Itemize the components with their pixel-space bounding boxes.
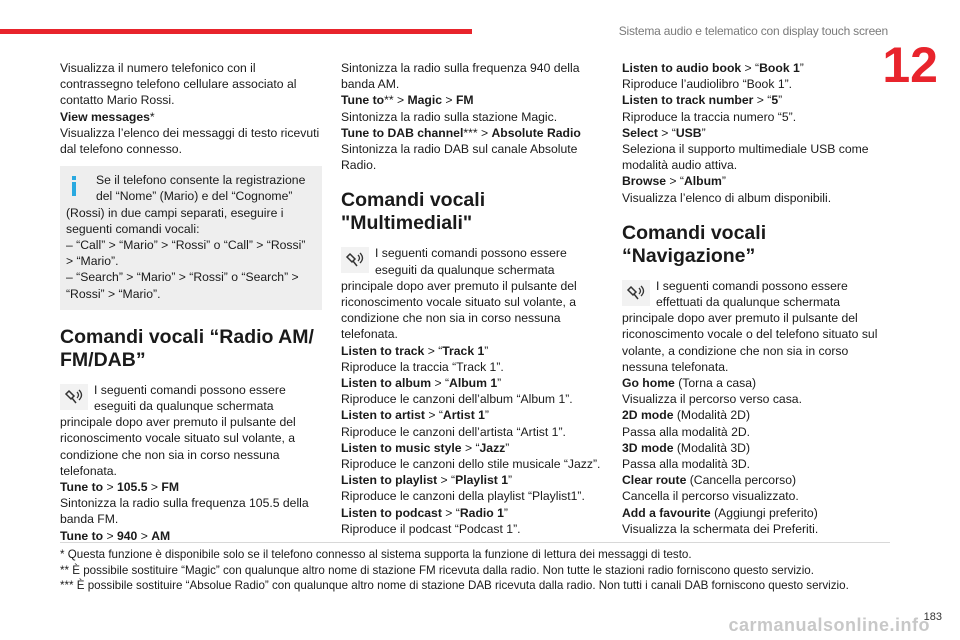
command-select: Select > “USB” bbox=[622, 125, 706, 140]
footnotes bbox=[60, 542, 890, 594]
command-3d-mode: 3D mode (Modalità 3D) bbox=[622, 440, 751, 455]
section-title: Sistema audio e telematico con display touch screen bbox=[618, 24, 888, 38]
command-go-home-desc: Visualizza il percorso verso casa. bbox=[622, 392, 802, 407]
voice-intro-block bbox=[341, 245, 603, 342]
command-style-desc: Riproduce le canzoni dello stile musicale “Jazz”. bbox=[341, 457, 601, 472]
command-tune-am-desc: Sintonizza la radio sulla frequenza 940 della banda AM. bbox=[341, 61, 580, 92]
command-browse: Browse > “Album” bbox=[622, 174, 726, 189]
footnote-3: *** È possibile sostituire “Absolue Radio” con qualunque altro nome di stazione DAB ricevuta dalla radio. Non tutti i canali DAB forniscono questo servizio. bbox=[60, 579, 849, 593]
command-track: Listen to track > “Track 1” bbox=[341, 343, 489, 358]
info-icon bbox=[66, 175, 88, 197]
paragraph-intro: Visualizza il numero telefonico con il contrassegno telefono cellulare associato al contatto Mario Rossi. bbox=[60, 61, 297, 108]
watermark: carmanualsonline.info bbox=[728, 615, 930, 635]
command-artist: Listen to artist > “Artist 1” bbox=[341, 408, 489, 423]
command-tune-am: Tune to > 940 > AM bbox=[60, 528, 171, 543]
command-audiobook: Listen to audio book > “Book 1” bbox=[622, 61, 804, 75]
footnote-1: * Questa funzione è disponibile solo se il telefono connesso al sistema supporta la funzione di lettura dei messaggi di testo. bbox=[60, 548, 692, 561]
command-tune-magic: Tune to** > Magic > FM bbox=[341, 93, 474, 108]
command-tracknum-desc: Riproduce la traccia numero “5”. bbox=[622, 109, 797, 124]
column-3 bbox=[622, 60, 884, 537]
info-box bbox=[60, 166, 322, 310]
command-add-favourite-desc: Visualizza la schermata dei Preferiti. bbox=[622, 521, 819, 536]
command-select-desc: Seleziona il supporto multimediale USB come modalità audio attiva. bbox=[622, 142, 869, 173]
command-playlist: Listen to playlist > “Playlist 1” bbox=[341, 473, 513, 488]
heading-radio: Comandi vocali “Radio AM/ FM/DAB” bbox=[60, 325, 314, 371]
command-tune-dab-desc: Sintonizza la radio DAB sul canale Absolute Radio. bbox=[341, 142, 578, 173]
command-3d-mode-desc: Passa alla modalità 3D. bbox=[622, 457, 751, 472]
voice-intro-text: I seguenti comandi possono essere effettuati da qualunque schermata principale dopo aver premuto il pulsante del riconoscimento vocale o del telefono situato sul volante, a condizione che non sia in corso nessuna telefonata. bbox=[622, 278, 878, 374]
command-tracknum: Listen to track number > “5” bbox=[622, 93, 783, 108]
column-2 bbox=[341, 60, 603, 537]
command-track-desc: Riproduce la traccia “Track 1”. bbox=[341, 359, 504, 374]
heading-multimedia: Comandi vocali "Multimediali" bbox=[341, 189, 486, 235]
footnote-2: ** È possibile sostituire “Magic” con qualunque altro nome di stazione FM ricevuta dalla radio. Non tutte le stazioni radio forniscono questo servizio. bbox=[60, 563, 814, 577]
command-playlist-desc: Riproduce le canzoni della playlist “Playlist1”. bbox=[341, 489, 585, 504]
column-1 bbox=[60, 60, 322, 544]
command-tune-dab: Tune to DAB channel*** > Absolute Radio bbox=[341, 125, 581, 140]
command-tune-fm-desc: Sintonizza la radio sulla frequenza 105.5 della banda FM. bbox=[60, 496, 309, 527]
command-2d-mode: 2D mode (Modalità 2D) bbox=[622, 408, 751, 423]
command-add-favourite: Add a favourite (Aggiungi preferito) bbox=[622, 505, 818, 520]
command-go-home: Go home (Torna a casa) bbox=[622, 376, 757, 391]
command-style: Listen to music style > “Jazz” bbox=[341, 440, 510, 455]
command-audiobook-desc: Riproduce l’audiolibro “Book 1”. bbox=[622, 77, 793, 92]
command-view-messages-desc: Visualizza l’elenco dei messaggi di testo ricevuti dal telefono connesso. bbox=[60, 125, 320, 157]
command-clear-route: Clear route (Cancella percorso) bbox=[622, 473, 797, 488]
command-view-messages: View messages* bbox=[60, 109, 155, 124]
command-clear-route-desc: Cancella il percorso visualizzato. bbox=[622, 489, 799, 504]
voice-command-icon bbox=[622, 280, 650, 306]
command-browse-desc: Visualizza l’elenco di album disponibili. bbox=[622, 190, 832, 205]
voice-command-icon bbox=[341, 247, 369, 273]
command-artist-desc: Riproduce le canzoni dell’artista “Artist 1”. bbox=[341, 424, 566, 439]
voice-intro-text: I seguenti comandi possono essere eseguiti da qualunque schermata principale dopo aver premuto il pulsante del riconoscimento vocale situato sul volante, a condizione che non sia in corso nessuna telefonata. bbox=[60, 382, 296, 478]
command-2d-mode-desc: Passa alla modalità 2D. bbox=[622, 424, 751, 439]
command-album: Listen to album > “Album 1” bbox=[341, 376, 502, 391]
info-text: Se il telefono consente la registrazione del “Nome” (Mario) e del “Cognome” (Rossi) in due campi separati, eseguire i seguenti comandi vocali: bbox=[66, 173, 306, 236]
chapter-number: 12 bbox=[882, 37, 938, 93]
voice-intro-text: I seguenti comandi possono essere eseguiti da qualunque schermata principale dopo aver premuto il pulsante del riconoscimento vocale situato sul volante, a condizione che non sia in corso nessuna telefonata. bbox=[341, 246, 577, 342]
command-podcast-desc: Riproduce il podcast “Podcast 1”. bbox=[341, 521, 521, 536]
info-line-1: – “Call” > “Mario” > “Rossi” o “Call” > “Rossi” > “Mario”. bbox=[66, 238, 306, 269]
voice-command-icon bbox=[60, 384, 88, 410]
command-podcast: Listen to podcast > “Radio 1” bbox=[341, 505, 508, 520]
voice-intro-block bbox=[622, 278, 884, 375]
info-line-2: – “Search” > “Mario” > “Rossi” o “Search” > “Rossi” > “Mario”. bbox=[66, 270, 299, 301]
heading-navigation: Comandi vocali “Navigazione” bbox=[622, 221, 767, 267]
command-tune-fm: Tune to > 105.5 > FM bbox=[60, 480, 179, 495]
voice-intro-block bbox=[60, 382, 322, 479]
command-album-desc: Riproduce le canzoni dell’album “Album 1”. bbox=[341, 392, 573, 407]
command-tune-magic-desc: Sintonizza la radio sulla stazione Magic. bbox=[341, 109, 558, 124]
top-accent-bar bbox=[0, 29, 472, 34]
page-number: 183 bbox=[923, 611, 942, 623]
